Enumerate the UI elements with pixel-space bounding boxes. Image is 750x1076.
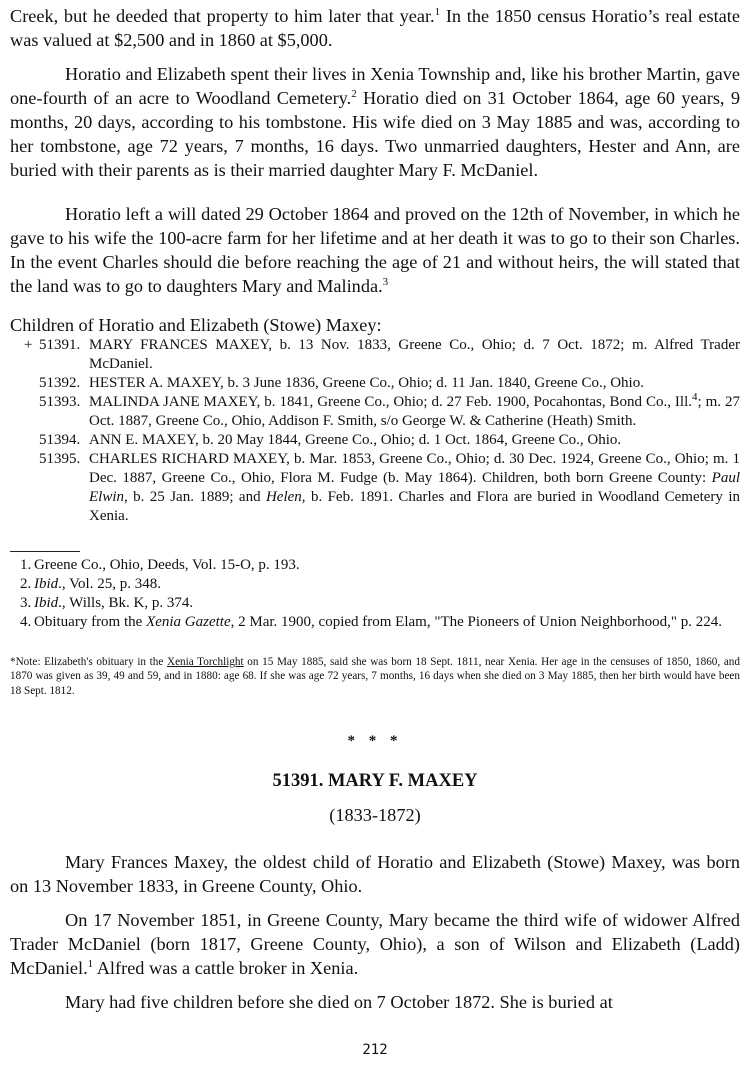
- child-text: HESTER A. MAXEY, b. 3 June 1836, Greene Co., Ohio; d. 11 Jan. 1840, Greene Co., Ohio.: [89, 375, 644, 391]
- paragraph-text: Creek, but he deeded that property to him later that year.: [10, 6, 435, 26]
- body-paragraph: [10, 202, 740, 298]
- paragraph-text: Horatio left a will dated 29 October 1864 and proved on the 12th of November, in which he gave to his wife the 100-acre farm for her lifetime and at her death it was to go to their son Charles. In the event Charles should die before reaching the age of 21 and without heirs, the will stated that the land was to go to daughters Mary and Malinda.: [10, 204, 740, 296]
- footnote-number: 4.: [20, 614, 32, 630]
- child-text: , b. 25 Jan. 1889; and: [124, 489, 266, 505]
- footnote: [10, 594, 740, 613]
- body-paragraph: [10, 4, 740, 52]
- footnote-ibid: Ibid: [34, 595, 59, 611]
- footnote-ref: 3: [382, 275, 389, 288]
- paragraph-text: Mary Frances Maxey, the oldest child of Horatio and Elizabeth (Stowe) Maxey, was born on 13 November 1833, in Greene County, Ohio.: [10, 852, 740, 896]
- child-text: MALINDA JANE MAXEY, b. 1841, Greene Co., Ohio; d. 27 Feb. 1900, Pocahontas, Bond Co., Ill.: [89, 394, 693, 410]
- body-paragraph: [10, 908, 740, 980]
- continued-marker: +: [24, 337, 33, 353]
- child-name-italic: Helen: [265, 489, 302, 505]
- child-entry: [10, 450, 740, 526]
- footnote-ibid: Ibid: [34, 576, 59, 592]
- section-separator: * * *: [347, 733, 403, 749]
- footnote-ref: 4: [692, 391, 698, 403]
- footnote-number: 3.: [20, 595, 32, 611]
- child-number: 51393.: [39, 394, 81, 410]
- footnote: [10, 613, 740, 632]
- paragraph-text: In the 1850 census Horatio’s real estate was valued at $2,500 and in 1860 at $5,000.: [10, 6, 740, 50]
- child-number: 51392.: [39, 375, 81, 391]
- paragraph-text: Mary had five children before she died on 7 October 1872. She is buried at: [65, 992, 613, 1012]
- footnote-number: 1.: [20, 557, 32, 573]
- footnote-source-italic: Xenia Gazette: [146, 614, 231, 630]
- paragraph-text: On 17 November 1851, in Greene County, Mary became the third wife of widower Alfred Trader McDaniel (born 1817, Greene County, Ohio), a son of Wilson and Elizabeth (Ladd) McDaniel.: [10, 910, 740, 978]
- footnote-text: Obituary from the: [34, 614, 147, 630]
- child-text: ; m. 27 Oct. 1887, Greene Co., Ohio, Addison F. Smith, s/o George W. & Catherine (Heath) Smith.: [89, 394, 740, 429]
- footnote-text: Greene Co., Ohio, Deeds, Vol. 15-O, p. 193.: [34, 557, 300, 573]
- children-list: [10, 336, 740, 526]
- footnote-rule: [10, 551, 80, 552]
- section-heading: 51391. MARY F. MAXEY: [272, 771, 478, 791]
- paragraph-text: Horatio died on 31 October 1864, age 60 years, 9 months, 20 days, according to his tombstone. His wife died on 3 May 1885 and was, according to her tombstone, age 72 years, 7 months, 16 days. Two unmarried daughters, Hester and Ann, are buried with their parents as is their married daughter Mary F. McDaniel.: [10, 88, 740, 180]
- child-entry: [10, 374, 740, 393]
- footnote: [10, 575, 740, 594]
- note-newspaper: Xenia Torchlight: [167, 656, 244, 668]
- child-entry: [10, 393, 740, 431]
- children-heading: Children of Horatio and Elizabeth (Stowe) Maxey:: [10, 315, 382, 335]
- footnotes: [10, 556, 740, 632]
- body-paragraph: [10, 850, 740, 898]
- section-years: (1833-1872): [329, 805, 421, 825]
- child-number: 51391.: [39, 337, 81, 353]
- child-entry: [10, 336, 740, 374]
- note-text: *Note: Elizabeth's obituary in the: [10, 656, 167, 668]
- child-entry: [10, 431, 740, 450]
- body-paragraph: [10, 990, 740, 1014]
- page-number: 212: [362, 1042, 388, 1058]
- footnote-ref: 1: [434, 5, 441, 18]
- child-number: 51395.: [39, 451, 81, 467]
- footnote-text: ., Vol. 25, p. 348.: [58, 576, 161, 592]
- child-name-italic: Paul Elwin: [89, 470, 740, 505]
- child-text: MARY FRANCES MAXEY, b. 13 Nov. 1833, Greene Co., Ohio; d. 7 Oct. 1872; m. Alfred Trader McDaniel.: [89, 337, 740, 372]
- footnote-ref: 2: [351, 87, 357, 100]
- child-number: 51394.: [39, 432, 81, 448]
- child-text: CHARLES RICHARD MAXEY, b. Mar. 1853, Greene Co., Ohio; d. 30 Dec. 1924, Greene Co., Ohio; m. 1 Dec. 1887, Greene Co., Ohio, Flora M. Fudge (b. May 1864). Children, both born Greene County:: [89, 451, 740, 486]
- note-text: on 15 May 1885, said she was born 18 Sept. 1811, near Xenia. Her age in the censuses of 1850, 1860, and 1870 was given as 39, 49 and 59, and in 1880: age 68. If she was age 72 years, 7 months, 16 days when she died on 3 May 1885, then her birth would have been 18 Sept. 1812.: [10, 656, 740, 697]
- editor-note: [10, 655, 740, 698]
- footnote-text: , 2 Mar. 1900, copied from Elam, "The Pioneers of Union Neighborhood," p. 224.: [230, 614, 722, 630]
- footnote-ref: 1: [87, 957, 94, 970]
- paragraph-text: Horatio and Elizabeth spent their lives in Xenia Township and, like his brother Martin, gave one-fourth of an acre to Woodland Cemetery.: [10, 64, 740, 108]
- footnote: [10, 556, 740, 575]
- footnote-number: 2.: [20, 576, 32, 592]
- footnote-text: ., Wills, Bk. K, p. 374.: [58, 595, 194, 611]
- paragraph-text: Alfred was a cattle broker in Xenia.: [93, 958, 359, 978]
- child-text: ANN E. MAXEY, b. 20 May 1844, Greene Co., Ohio; d. 1 Oct. 1864, Greene Co., Ohio.: [89, 432, 622, 448]
- child-text: , b. Feb. 1891. Charles and Flora are buried in Woodland Cemetery in Xenia.: [89, 489, 740, 524]
- body-paragraph: [10, 62, 740, 182]
